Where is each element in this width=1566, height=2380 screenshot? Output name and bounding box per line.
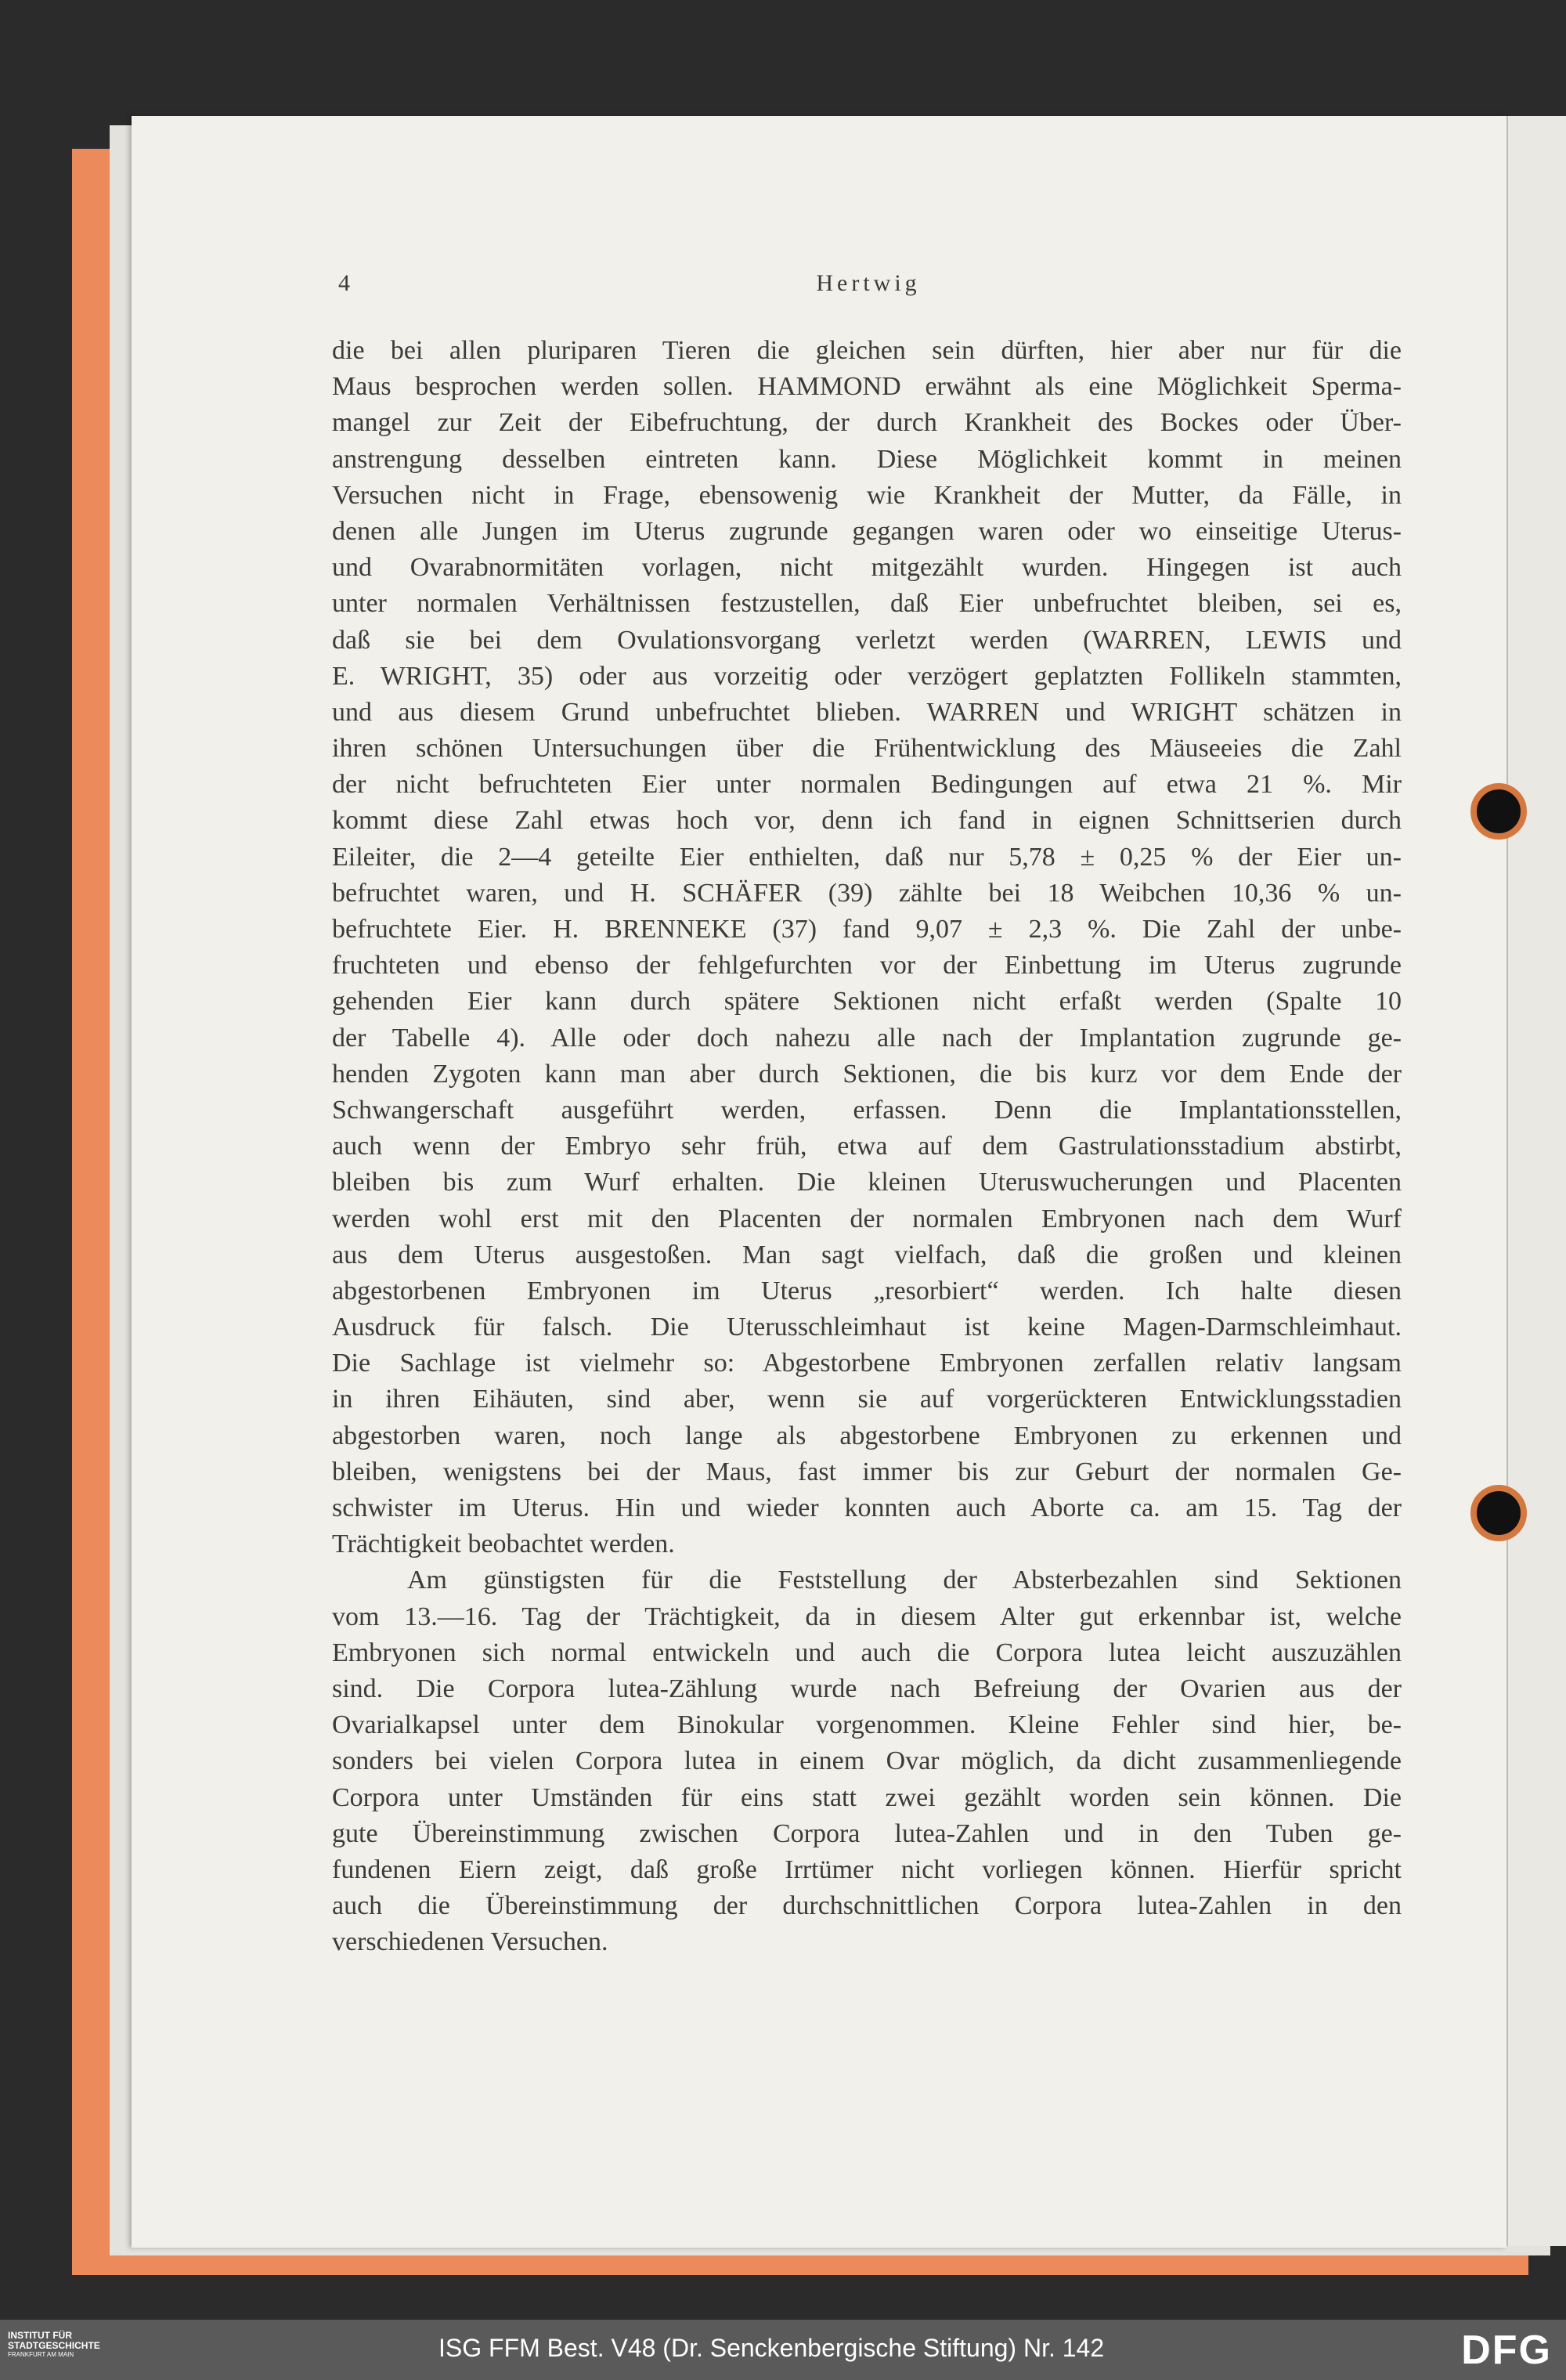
text-line: auch wenn der Embryo sehr früh, etwa auf dem Gastrulationsstadium abstirbt,	[332, 1132, 1402, 1161]
text-line: bleiben, wenigstens bei der Maus, fast immer bis zur Geburt der normalen Ge-	[332, 1457, 1402, 1486]
text-line: abgestorbenen Embryonen im Uterus „resorbiert“ werden. Ich halte diesen	[332, 1276, 1402, 1306]
text-line: gute Übereinstimmung zwischen Corpora lutea-Zahlen und in den Tuben ge-	[332, 1818, 1402, 1848]
text-line: Ausdruck für falsch. Die Uterusschleimhaut ist keine Magen-Darmschleimhaut.	[332, 1313, 1402, 1342]
isg-logo	[8, 2331, 133, 2370]
text-line: ihren schönen Untersuchungen über die Frühentwicklung des Mäuseeies die Zahl	[332, 734, 1402, 764]
text-line: werden wohl erst mit den Placenten der normalen Embryonen nach dem Wurf	[332, 1204, 1402, 1233]
isg-logo-line: STADTGESCHICHTE	[8, 2340, 100, 2351]
dfg-logo: DFG	[1461, 2328, 1552, 2373]
text-line: auch die Übereinstimmung der durchschnittlichen Corpora lutea-Zahlen in den	[332, 1891, 1402, 1921]
isg-logo-line: INSTITUT FÜR	[8, 2330, 72, 2341]
text-line: Am günstigsten für die Feststellung der Absterbezahlen sind Sektionen	[407, 1566, 1402, 1595]
text-line: anstrengung desselben eintreten kann. Diese Möglichkeit kommt in meinen	[332, 444, 1402, 474]
text-line: Die Sachlage ist vielmehr so: Abgestorbene Embryonen zerfallen relativ langsam	[332, 1349, 1402, 1378]
facing-page-edge	[1506, 116, 1566, 2246]
text-line: sind. Die Corpora lutea-Zählung wurde nach Befreiung der Ovarien aus der	[332, 1674, 1402, 1703]
text-line: denen alle Jungen im Uterus zugrunde gegangen waren oder wo einseitige Uterus-	[332, 516, 1402, 546]
text-line: fruchteten und ebenso der fehlgefurchten vor der Einbettung im Uterus zugrunde	[332, 951, 1402, 981]
text-line: Corpora unter Umständen für eins statt zwei gezählt worden sein können. Die	[332, 1782, 1402, 1812]
text-line: sonders bei vielen Corpora lutea in einem Ovar möglich, da dicht zusammenliegende	[332, 1746, 1402, 1776]
text-line: schwister im Uterus. Hin und wieder konnten auch Aborte ca. am 15. Tag der	[332, 1493, 1402, 1522]
text-line: gehenden Eier kann durch spätere Sektionen nicht erfaßt werden (Spalte 10	[332, 987, 1402, 1017]
text-line: daß sie bei dem Ovulationsvorgang verletzt werden (WARREN, LEWIS und	[332, 625, 1402, 655]
text-line: der nicht befruchteten Eier unter normalen Bedingungen auf etwa 21 %. Mir	[332, 770, 1402, 800]
text-line: befruchtete Eier. H. BRENNEKE (37) fand 9,07 ± 2,3 %. Die Zahl der unbe-	[332, 915, 1402, 944]
text-line: abgestorben waren, noch lange als abgestorbene Embryonen zu erkennen und	[332, 1421, 1402, 1450]
running-head	[338, 270, 1398, 305]
footer-bar	[0, 2320, 1566, 2380]
text-line: fundenen Eiern zeigt, daß große Irrtümer nicht vorliegen können. Hierfür spricht	[332, 1855, 1402, 1884]
text-line: der Tabelle 4). Alle oder doch nahezu alle nach der Implantation zugrunde ge-	[332, 1023, 1402, 1053]
text-line: kommt diese Zahl etwas hoch vor, denn ich fand in eignen Schnittserien durch	[332, 806, 1402, 836]
text-line: Schwangerschaft ausgeführt werden, erfassen. Denn die Implantationsstellen,	[332, 1095, 1402, 1125]
text-line: Ovarialkapsel unter dem Binokular vorgenommen. Kleine Fehler sind hier, be-	[332, 1710, 1402, 1740]
isg-logo-line: FRANKFURT AM MAIN	[8, 2351, 74, 2358]
running-title: Hertwig	[816, 270, 921, 296]
punch-hole	[1470, 783, 1527, 840]
text-line: E. WRIGHT, 35) oder aus vorzeitig oder verzögert geplatzten Follikeln stammten,	[332, 661, 1402, 691]
text-line: in ihren Eihäuten, sind aber, wenn sie auf vorgerückteren Entwicklungsstadien	[332, 1385, 1402, 1414]
text-line: mangel zur Zeit der Eibefruchtung, der durch Krankheit des Bockes oder Über-	[332, 408, 1402, 438]
text-line: aus dem Uterus ausgestoßen. Man sagt vielfach, daß die großen und kleinen	[332, 1240, 1402, 1269]
archive-caption: ISG FFM Best. V48 (Dr. Senckenbergische Stiftung) Nr. 142	[438, 2334, 1105, 2362]
body-text	[332, 333, 1402, 1960]
text-line: und Ovarabnormitäten vorlagen, nicht mitgezählt wurden. Hingegen ist auch	[332, 553, 1402, 583]
text-line: Versuchen nicht in Frage, ebensowenig wie Krankheit der Mutter, da Fälle, in	[332, 480, 1402, 510]
text-line: bleiben bis zum Wurf erhalten. Die kleinen Uteruswucherungen und Placenten	[332, 1168, 1402, 1197]
text-line: die bei allen pluriparen Tieren die gleichen sein dürften, hier aber nur für die	[332, 336, 1402, 365]
text-line: befruchtet waren, und H. SCHÄFER (39) zählte bei 18 Weibchen 10,36 % un-	[332, 878, 1402, 908]
text-line: Eileiter, die 2—4 geteilte Eier enthielten, daß nur 5,78 ± 0,25 % der Eier un-	[332, 842, 1402, 872]
text-line: vom 13.—16. Tag der Trächtigkeit, da in diesem Alter gut erkennbar ist, welche	[332, 1602, 1402, 1631]
text-line: unter normalen Verhältnissen festzustellen, daß Eier unbefruchtet bleiben, sei es,	[332, 589, 1402, 619]
text-line: Trächtigkeit beobachtet werden.	[332, 1529, 675, 1559]
punch-hole	[1470, 1485, 1527, 1541]
text-line: Embryonen sich normal entwickeln und auch die Corpora lutea leicht auszuzählen	[332, 1638, 1402, 1667]
text-line: verschiedenen Versuchen.	[332, 1927, 608, 1957]
page-number: 4	[338, 270, 350, 296]
text-line: und aus diesem Grund unbefruchtet blieben. WARREN und WRIGHT schätzen in	[332, 697, 1402, 727]
text-line: henden Zygoten kann man aber durch Sektionen, die bis kurz vor dem Ende der	[332, 1059, 1402, 1089]
text-line: Maus besprochen werden sollen. HAMMOND erwähnt als eine Möglichkeit Sperma-	[332, 372, 1402, 402]
